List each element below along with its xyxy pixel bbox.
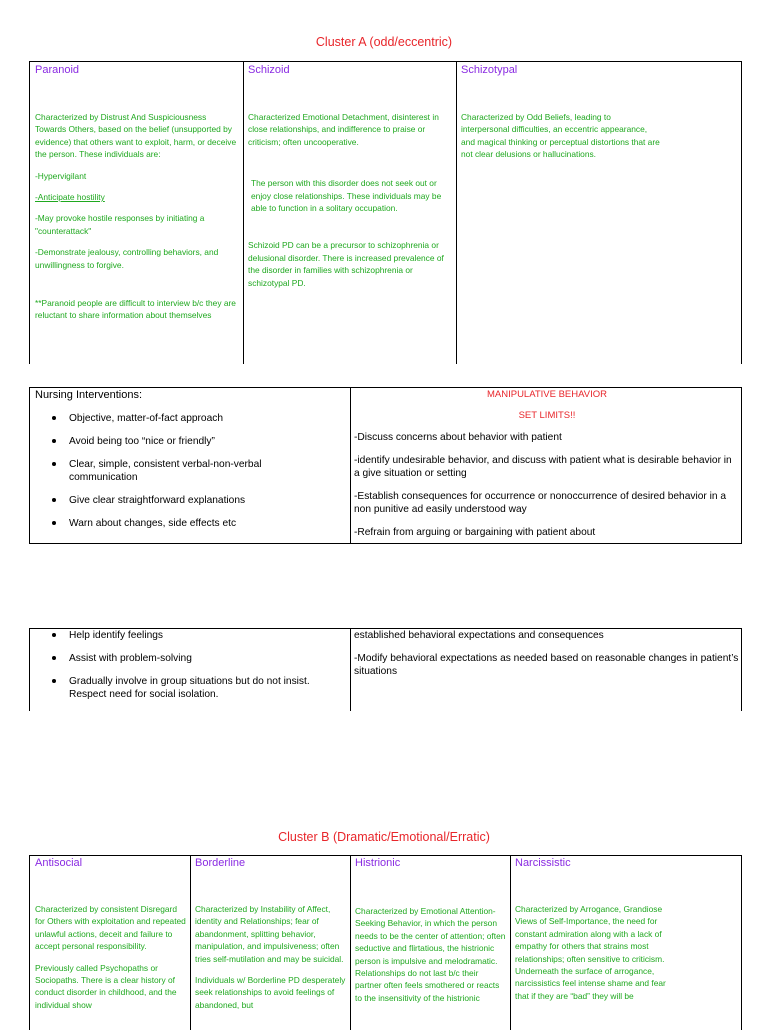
antisocial-header: Antisocial (35, 857, 83, 869)
manipulative-behavior-panel-2 (354, 629, 740, 688)
cluster-b-title: Cluster B (Dramatic/Emotional/Erratic) (278, 830, 490, 844)
manipulative-item: -Modify behavioral expectations as needed based on reasonable changes in patient’s situations (354, 653, 739, 677)
nursing-item: Clear, simple, consistent verbal-non-verbal communication (30, 458, 330, 484)
schizoid-para-3: Schizoid PD can be a precursor to schizophrenia or delusional disorder. There is increased prevalence of the disorder in families with schizophrenia or schizotypal PD. (248, 240, 444, 288)
cluster-a-title: Cluster A (odd/eccentric) (315, 35, 453, 49)
nursing-item: Avoid being too “nice or friendly” (30, 435, 330, 448)
paranoid-header: Paranoid (35, 64, 80, 76)
manipulative-item: -Establish consequences for occurrence or nonoccurrence of desired behavior in a non punitive ad easily understood way (354, 491, 727, 515)
narcissistic-para-1: Characterized by Arrogance, Grandiose Views of Self-Importance, the need for constant admiration along with a lack of empathy for others that strains most relationships; often sensitive to criticism. Underneath the surface of arrogance, narcissistics feel intense shame and fear that if they are “bad” they will be (515, 904, 666, 1001)
antisocial-para-1: Characterized by consistent Disregard for Others with exploitation and repeated unlawful actions, deceit and failure to accept personal responsibility. (35, 904, 186, 952)
nursing-item: Warn about changes, side effects etc (30, 517, 330, 530)
interventions-table-2 (29, 628, 742, 711)
borderline-para-1: Characterized by Instability of Affect, identity and Relationships; fear of abandonment, splitting behavior, manipulation, and impulsiveness; often tries self-mutilation and may be suicidal. (195, 904, 344, 964)
borderline-description (195, 903, 347, 1020)
histrionic-header: Histrionic (355, 857, 401, 869)
antisocial-para-2: Previously called Psychopaths or Sociopaths. There is a clear history of conduct disorder in childhood, and the individual show (35, 962, 177, 1010)
nursing-item: Help identify feelings (30, 629, 335, 642)
nursing-list-2 (30, 629, 335, 711)
nursing-item: Assist with problem-solving (30, 652, 335, 665)
paranoid-description (35, 111, 238, 331)
manipulative-item: -identify undesirable behavior, and discuss with patient what is desirable behavior in a give situation or setting (354, 455, 732, 479)
cluster-a-table (29, 61, 742, 364)
histrionic-para-1: Characterized by Emotional Attention-Seeking Behavior, in which the person needs to be the center of attention; often seductive and flirtatious, the histrionic person is impulsive and melodramatic. Relationships do not last b/c their partner often feels smothered or reacts to the insensitivity of the histrionic (355, 906, 506, 1003)
paranoid-para-3: -Anticipate hostility (35, 192, 105, 203)
paranoid-para-5: -Demonstrate jealousy, controlling behaviors, and unwillingness to forgive. (35, 247, 219, 270)
nursing-item: Give clear straightforward explanations (30, 494, 330, 507)
manipulative-behavior-panel (354, 388, 740, 549)
manipulative-item: -Discuss concerns about behavior with patient (354, 432, 562, 443)
nursing-interventions-title: Nursing Interventions: (35, 389, 142, 401)
manipulative-behavior-title: MANIPULATIVE BEHAVIOR (486, 389, 607, 400)
schizotypal-description (461, 111, 661, 170)
schizoid-para-1: Characterized Emotional Detachment, disinterest in close relationships, and indifference to praise or criticism; often uncooperative. (248, 112, 439, 147)
paranoid-para-6: **Paranoid people are difficult to interview b/c they are reluctant to share information about themselves (35, 298, 236, 321)
schizoid-description (248, 111, 452, 298)
schizoid-para-2: The person with this disorder does not seek out or enjoy close relationships. These individuals may be able to function in a solitary occupation. (251, 178, 442, 214)
nursing-item: Objective, matter-of-fact approach (30, 412, 330, 425)
schizotypal-header: Schizotypal (461, 64, 518, 76)
borderline-header: Borderline (195, 857, 246, 869)
antisocial-description (35, 903, 187, 1020)
schizoid-header: Schizoid (248, 64, 290, 76)
histrionic-description (355, 905, 507, 1013)
nursing-item: Gradually involve in group situations but do not insist. Respect need for social isolation. (30, 675, 335, 701)
interventions-table-1 (29, 387, 742, 544)
manipulative-item: -Refrain from arguing or bargaining with patient about (354, 527, 596, 538)
cluster-b-table (29, 855, 742, 1030)
borderline-para-2: Individuals w/ Borderline PD desperately seek relationships to avoid feelings of abandoned, but (195, 975, 346, 1010)
narcissistic-header: Narcissistic (515, 857, 571, 869)
schizotypal-para-1: Characterized by Odd Beliefs, leading to interpersonal difficulties, an eccentric appearance, and magical thinking or perceptual distortions that are not clear delusions or hallucinations. (461, 112, 660, 160)
manipulative-item: established behavioral expectations and consequences (354, 630, 604, 641)
set-limits-subtitle: SET LIMITS!! (518, 410, 576, 421)
nursing-list-1 (30, 412, 330, 540)
paranoid-para-2: -Hypervigilant (35, 170, 87, 181)
paranoid-para-1: Characterized by Distrust And Suspiciousness Towards Others, based on the belief (unsupported by evidence) that others want to exploit, harm, or deceive the person. These individuals are: (35, 112, 237, 160)
narcissistic-description (515, 903, 667, 1011)
paranoid-para-4: -May provoke hostile responses by initiating a "counterattack" (35, 213, 205, 236)
